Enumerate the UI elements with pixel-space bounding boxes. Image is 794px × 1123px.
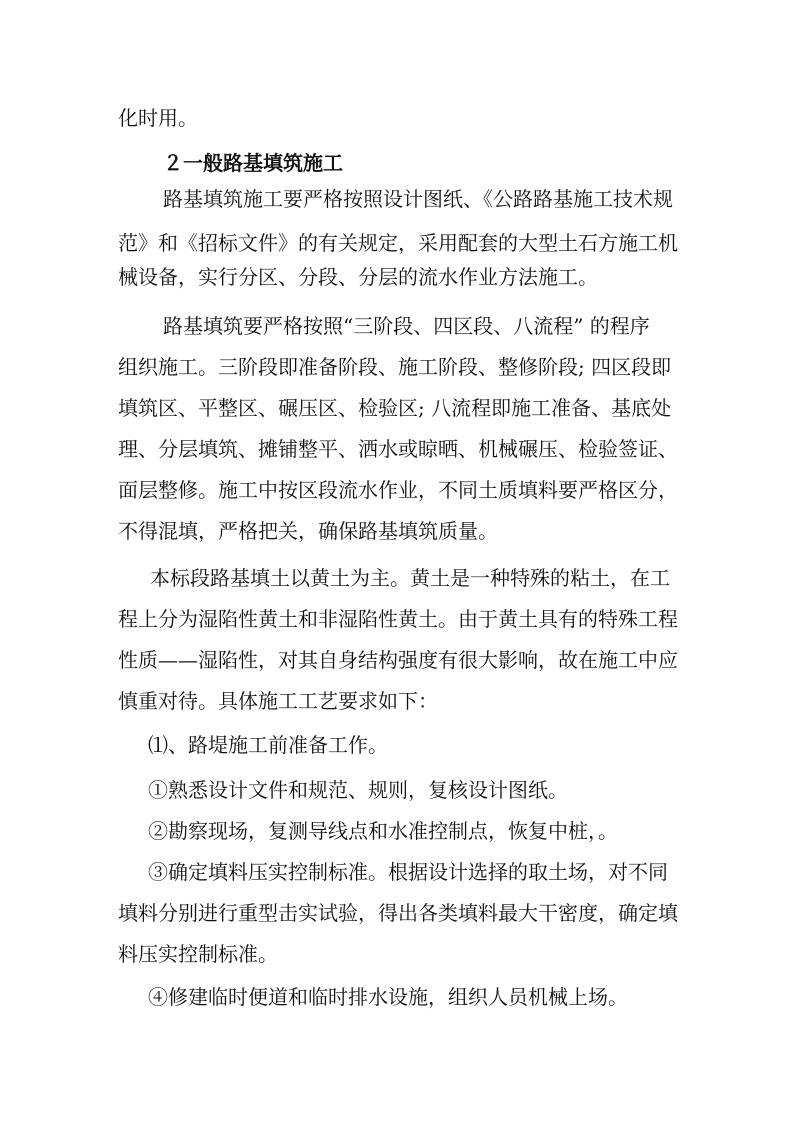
text-line-1: 化时用。 (118, 106, 198, 130)
text-line-18: ②勘察现场，复测导线点和水准控制点，恢复中桩，。 (148, 819, 618, 843)
text-line-16: ⑴、路堤施工前准备工作。 (148, 733, 388, 757)
text-line-14: 性质——湿陷性，对其自身结构强度有很大影响，故在施工中应 (118, 648, 678, 672)
text-line-3: 路基填筑施工要严格按照设计图纸、《公路路基施工技术规 (163, 187, 673, 211)
section-heading: ２一般路基填筑施工 (163, 151, 343, 175)
text-line-19: ③确定填料压实控制标准。根据设计选择的取土场，对不同 (148, 860, 668, 884)
text-line-17: ①熟悉设计文件和规范、规则，复核设计图纸。 (148, 778, 568, 802)
text-line-5: 械设备，实行分区、分段、分层的流水作业方法施工。 (118, 265, 598, 289)
text-line-12: 本标段路基填土以黄土为主。黄土是一种特殊的粘土，在工 (150, 566, 670, 590)
text-line-8: 填筑区、平整区、碾压区、检验区; 八流程即施工准备、基底处 (118, 396, 672, 420)
text-line-20: 填料分别进行重型击实试验，得出各类填料最大干密度，确定填 (118, 901, 678, 925)
text-line-4: 范》和《招标文件》的有关规定，采用配套的大型土石方施工机 (118, 231, 678, 255)
text-line-15: 慎重对待。具体施工工艺要求如下： (118, 689, 438, 713)
text-line-21: 料压实控制标准。 (118, 942, 278, 966)
text-line-11: 不得混填，严格把关，确保路基填筑质量。 (118, 519, 498, 543)
text-line-13: 程上分为湿陷性黄土和非湿陷性黄土。由于黄土具有的特殊工程 (118, 607, 678, 631)
text-line-10: 面层整修。施工中按区段流水作业，不同土质填料要严格区分， (118, 478, 678, 502)
text-line-9: 理、分层填筑、摊铺整平、洒水或晾晒、机械碾压、检验签证、 (118, 437, 678, 461)
text-line-22: ④修建临时便道和临时排水设施，组织人员机械上场。 (148, 985, 628, 1009)
text-line-6: 路基填筑要严格按照“三阶段、四区段、八流程” 的程序 (163, 314, 650, 338)
text-line-7: 组织施工。三阶段即准备阶段、施工阶段、整修阶段; 四区段即 (118, 355, 672, 379)
